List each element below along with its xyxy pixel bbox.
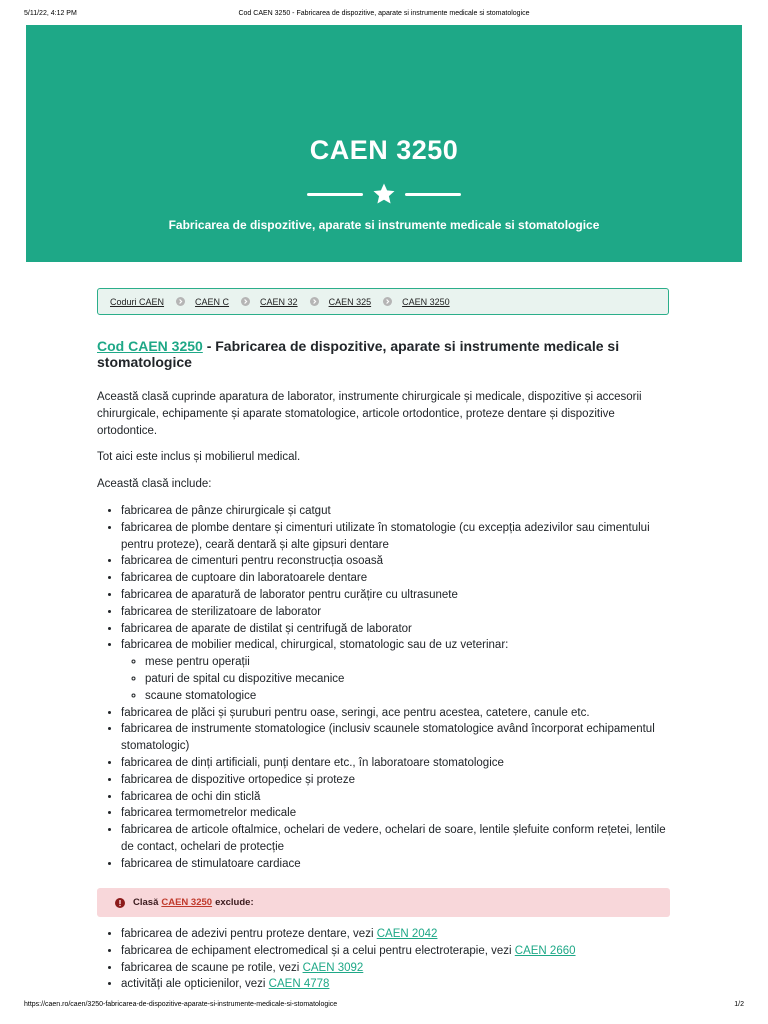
exclude-link[interactable]: CAEN 2660 [514, 944, 576, 957]
page-title: CAEN 3250 [309, 135, 459, 165]
excludes-list [97, 926, 677, 993]
list-item [121, 926, 677, 943]
list-item: • fabricarea de stimulatoare cardiace [121, 856, 677, 873]
list-item: • fabricarea de cuptoare din laboratoarele dentare [121, 570, 677, 587]
code-link[interactable]: Cod CAEN 3250 [97, 338, 203, 354]
list-item: • fabricarea de instrumente stomatologice (inclusiv scaunele stomatologice având încorporat echipamentul stomatologic) [121, 721, 677, 755]
includes-intro: Această clasă include: [97, 478, 212, 491]
breadcrumb-caen-32[interactable]: CAEN 32 [260, 296, 298, 307]
page-number: 1/2 [734, 1001, 744, 1008]
alert-code-link[interactable]: CAEN 3250 [161, 897, 213, 908]
divider-line-right [405, 193, 461, 196]
list-item: • fabricarea de dispozitive ortopedice și proteze [121, 772, 677, 789]
furniture-sublist [121, 654, 677, 704]
print-title: Cod CAEN 3250 - Fabricarea de dispozitive, aparate si instrumente medicale si stomatologice [238, 10, 530, 17]
print-header [0, 10, 768, 22]
breadcrumb-caen-c[interactable]: CAEN C [195, 296, 230, 307]
heading-text: - Fabricarea de dispozitive, aparate si instrumente medicale si stomatologice [97, 338, 620, 370]
list-item: • fabricarea de ochi din sticlă [121, 789, 677, 806]
chevron-right-icon [310, 297, 319, 306]
title-divider [26, 182, 742, 206]
exclude-link[interactable]: CAEN 4778 [268, 978, 330, 991]
breadcrumb-caen-325[interactable]: CAEN 325 [328, 296, 372, 307]
print-date: 5/11/22, 4:12 PM [24, 10, 77, 17]
class-description [97, 389, 677, 873]
excludes-section [97, 926, 677, 993]
list-item: • fabricarea termometrelor medicale [121, 805, 677, 822]
hero-subtitle: Fabricarea de dispozitive, aparate si instrumente medicale si stomatologice [168, 218, 600, 232]
alert-prefix: Clasă [133, 897, 159, 908]
star-icon [371, 182, 397, 206]
breadcrumb-caen-3250[interactable]: CAEN 3250 [402, 296, 450, 307]
alert-suffix: exclude: [215, 897, 254, 908]
list-item [121, 637, 677, 704]
includes-list [97, 503, 677, 873]
exclude-text: fabricarea de scaune pe rotile, vezi [121, 961, 300, 974]
excludes-alert [97, 888, 670, 917]
divider-line-left [307, 193, 363, 196]
list-item [121, 960, 677, 977]
list-item-text: fabricarea de mobilier medical, chirurgical, stomatologic sau de uz veterinar: [121, 639, 509, 652]
print-url: https://caen.ro/caen/3250-fabricarea-de-dispozitive-aparate-si-instrumente-medicale-si-stomatologice [24, 1001, 338, 1008]
exclude-text: fabricarea de adezivi pentru proteze dentare, vezi [121, 928, 374, 940]
exclude-text: activități ale opticienilor, vezi [121, 978, 266, 991]
exclude-link[interactable]: CAEN 2042 [376, 928, 438, 940]
breadcrumb-coduri-caen[interactable]: Coduri CAEN [110, 296, 165, 307]
list-item: • fabricarea de plombe dentare și cimenturi utilizate în stomatologie (cu excepția adezivilor sau cimentului pentru proteze), ceară dentară și alte gipsuri dentare [121, 520, 677, 554]
sublist-item: ◦ mese pentru operații [145, 654, 677, 671]
list-item: • fabricarea de dinți artificiali, punți dentare etc., în laboratoare stomatologice [121, 755, 677, 772]
sublist-item: ◦ paturi de spital cu dispozitive mecanice [145, 671, 677, 688]
chevron-right-icon [241, 297, 250, 306]
exclude-text: fabricarea de echipament electromedical și a celui pentru electroterapie, vezi [121, 944, 512, 957]
sublist-item: ◦ scaune stomatologice [145, 688, 677, 705]
print-footer [0, 1001, 768, 1013]
hero-banner [26, 25, 742, 262]
list-item: • fabricarea de aparatură de laborator pentru curățire cu ultrasunete [121, 587, 677, 604]
list-item [121, 943, 677, 960]
description-paragraph: Această clasă cuprinde aparatura de laborator, instrumente chirurgicale și medicale, dispozitive și accesorii chirurgicale, echipamente și aparate stomatologice, articole ortodontice, proteze dentare și dispozitive ortodontice. [97, 391, 642, 437]
exclude-link[interactable]: CAEN 3092 [302, 961, 364, 974]
list-item: • fabricarea de sterilizatoare de laborator [121, 604, 677, 621]
breadcrumb [97, 288, 669, 315]
list-item: • fabricarea de pânze chirurgicale și catgut [121, 503, 677, 520]
exclamation-circle-icon [115, 898, 125, 908]
list-item: • fabricarea de articole oftalmice, ochelari de vedere, ochelari de soare, lentile șlefuite conform rețetei, lentile de contact, ochelari de protecție [121, 822, 677, 856]
list-item: • fabricarea de cimenturi pentru reconstrucția osoasă [121, 553, 677, 570]
chevron-right-icon [383, 297, 392, 306]
list-item: • fabricarea de aparate de distilat și centrifugă de laborator [121, 621, 677, 638]
list-item [121, 976, 677, 993]
chevron-right-icon [176, 297, 185, 306]
list-item: • fabricarea de plăci și șuruburi pentru oase, seringi, ace pentru acestea, catetere, canule etc. [121, 705, 677, 722]
section-heading [97, 338, 677, 370]
description-paragraph: Tot aici este inclus și mobilierul medical. [97, 451, 301, 464]
